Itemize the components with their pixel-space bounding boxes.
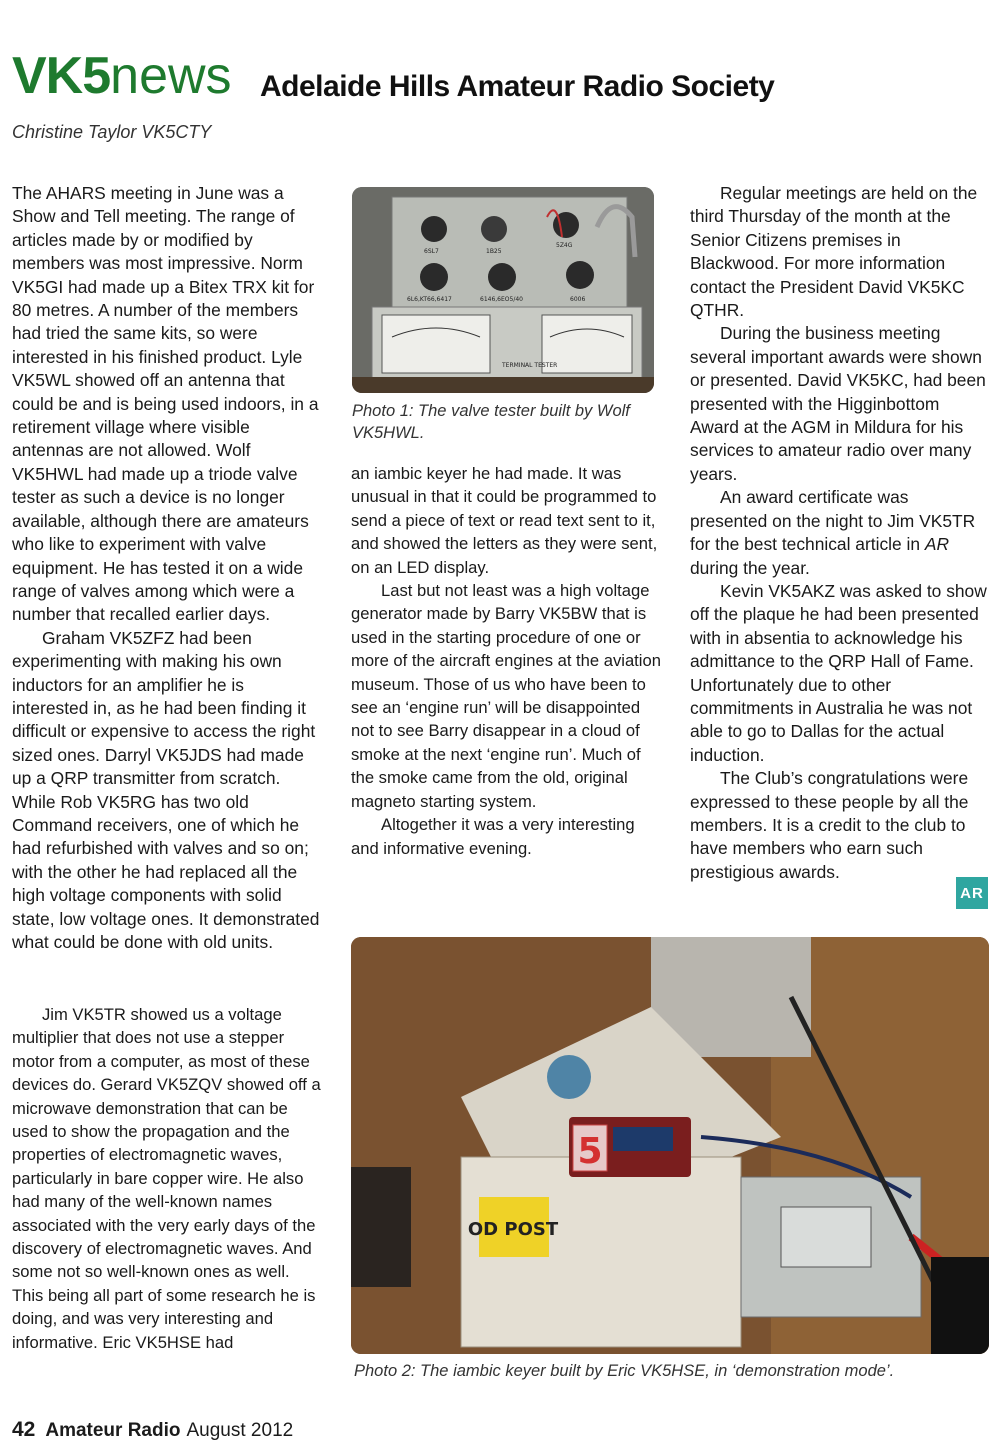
label-6006: 6006 bbox=[570, 296, 586, 303]
label-6sl7: 6SL7 bbox=[424, 248, 439, 255]
page-number: 42 bbox=[12, 1418, 36, 1441]
magazine-name: Amateur Radio bbox=[45, 1420, 181, 1441]
section-title: Adelaide Hills Amateur Radio Society bbox=[260, 70, 775, 103]
paragraph: During the business meeting several important awards were shown or presented. David VK5KC, had been presented with the Higginbottom Award at the AGM in Mildura for his services to amateur radio over many years. bbox=[690, 323, 986, 484]
paragraph: Jim VK5TR showed us a voltage multiplier that does not use a stepper motor from a computer, as most of these devices do. Gerard VK5ZQV showed off a microwave demonstration that can be used to show the propagation and the properties of electromagnetic waves, particularly in bare copper wire. He also had many of the well-known names associated with the very early days of the discovery of electromagnetic waves. And some not so well-known ones as well. This being all part of some research he is doing, and was very interesting and informative. Eric VK5HSE had bbox=[12, 1005, 321, 1352]
label-1b25: 1B25 bbox=[486, 248, 502, 255]
page-footer bbox=[12, 1418, 293, 1442]
text-run: during the year. bbox=[690, 557, 810, 578]
paragraph: Altogether it was a very interesting and informative evening. bbox=[351, 815, 635, 858]
column-3 bbox=[690, 182, 990, 884]
vk5news-logo bbox=[12, 47, 232, 105]
led-digit: 5 bbox=[577, 1131, 603, 1172]
ar-abbrev: AR bbox=[924, 534, 950, 555]
brand-vk5: VK5 bbox=[12, 47, 111, 105]
photo-1-caption: Photo 1: The valve tester built by Wolf VK5HWL. bbox=[352, 402, 630, 442]
paragraph: an iambic keyer he had made. It was unusual in that it could be programmed to send a piece of text or read text sent to it, and showed the letters as they were sent, on an LED display. bbox=[351, 464, 658, 577]
column-1-continued bbox=[12, 1003, 324, 1354]
byline: Christine Taylor VK5CTY bbox=[12, 122, 212, 142]
brand-news: news bbox=[110, 47, 232, 105]
iambic-keyer-illustration bbox=[351, 937, 989, 1354]
valve-tester-illustration bbox=[352, 187, 654, 393]
paragraph: The AHARS meeting in June was a Show and Tell meeting. The range of articles made by or modified by members was most impressive. Norm VK5GI had made up a Bitex TRX kit for 80 metres. A number of the members had tried the same kits, so were interested in his finished product. Lyle VK5WL showed off an antenna that could be and is being used indoors, in a retirement village where visible antennas are not allowed. Wolf VK5HWL had made up a triode valve tester as such a device is no longer available, although there are amateurs who like to experiment with valve equipment. He has tested it on a wide range of valves among which were a number that recalled earlier days. bbox=[12, 183, 319, 625]
paragraph: Kevin VK5AKZ was asked to show off the plaque he had been presented with in absentia to acknowledge his admittance to the QRP Hall of Fame. Unfortunately due to other commitments in Australia he was not able to go to Dallas for the actual induction. bbox=[690, 580, 987, 765]
paragraph: Last but not least was a high voltage generator made by Barry VK5BW that is used in the starting procedure of one or more of the aircraft engines at the aviation museum. Those of us who have been to see an ‘engine run’ will be disappointed not to see Barry disappear in a cloud of smoke at the next ‘engine run’. Much of the smoke came from the old, original magneto starting system. bbox=[351, 581, 661, 811]
piezo-buzzer bbox=[547, 1055, 591, 1099]
meter-left bbox=[382, 315, 490, 373]
label-6146: 6146,6EO5/40 bbox=[480, 296, 523, 303]
photo-valve-tester bbox=[352, 187, 654, 393]
box-label: OD POST bbox=[467, 1219, 559, 1240]
label-6l6: 6L6,KT66,6417 bbox=[407, 296, 452, 303]
label-terminal-tester: TERMINAL TESTER bbox=[502, 362, 558, 369]
paragraph: Regular meetings are held on the third Thursday of the month at the Senior Citizens premises in Blackwood. For more information contact the President David VK5KC QTHR. bbox=[690, 183, 978, 321]
paragraph: Graham VK5ZFZ had been experimenting with making his own inductors for an amplifier he is interested in, as he had been finding it difficult or expensive to access the right sized ones. Darryl VK5JDS had made up a QRP transmitter from scratch. While Rob VK5RG has two old Command receivers, one of which he had refurbished with valves and so on; with the other he had replaced all the high voltage components with solid state, low voltage ones. It demonstrated what could be done with old units. bbox=[12, 627, 320, 952]
column-1 bbox=[12, 182, 324, 954]
paragraph bbox=[690, 486, 990, 580]
issue-date: August 2012 bbox=[186, 1420, 294, 1441]
photo-2-caption: Photo 2: The iambic keyer built by Eric VK5HSE, in ‘demonstration mode’. bbox=[354, 1362, 895, 1380]
paragraph: The Club’s congratulations were expressed to these people by all the members. It is a credit to the club to have members who earn such prestigious awards. bbox=[690, 768, 969, 882]
photo-iambic-keyer bbox=[351, 937, 989, 1354]
ar-end-mark-icon: AR bbox=[956, 877, 988, 909]
label-5z4g: 5Z4G bbox=[556, 242, 573, 249]
column-2 bbox=[351, 462, 661, 860]
text-run: An award certificate was presented on the night to Jim VK5TR for the best technical article in bbox=[690, 487, 976, 555]
